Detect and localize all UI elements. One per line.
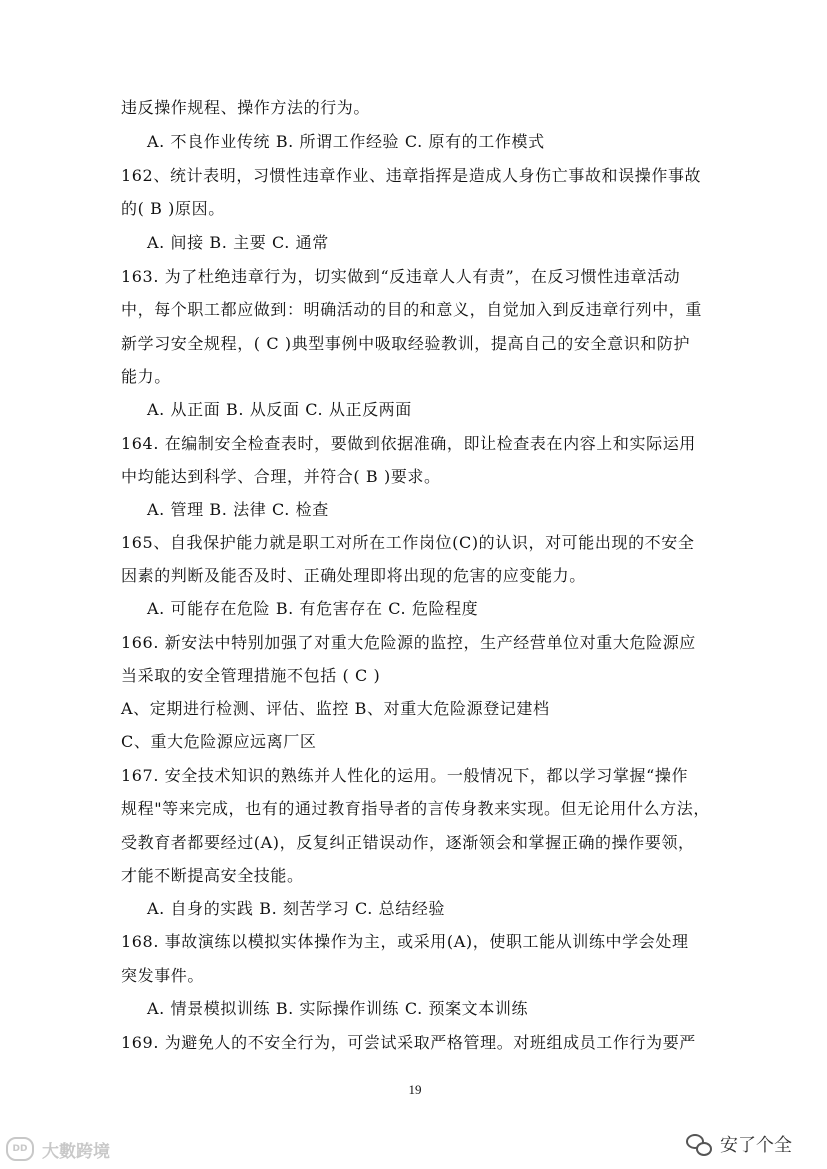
text-line: 的( B )原因。 [121,199,225,218]
watermark-right [686,1128,792,1160]
text-line: 违反操作规程、操作方法的行为。 [121,98,371,117]
text-line: 165、自我保护能力就是职工对所在工作岗位(C)的认识，对可能出现的不安全 [121,533,695,552]
text-line: A. 自身的实践 B. 刻苦学习 C. 总结经验 [147,899,446,918]
text-line: A、定期进行检测、评估、监控 B、对重大危险源登记建档 [121,699,550,718]
text-line: 中均能达到科学、合理，并符合( B )要求。 [121,467,441,486]
watermark-right-text: 安了个全 [720,1135,792,1156]
text-line: A. 管理 B. 法律 C. 检查 [147,500,329,519]
text-line: 突发事件。 [121,966,205,985]
text-line: C、重大危险源应远离厂区 [121,732,317,751]
wechat-icon [686,1133,712,1155]
text-line: 受教育者都要经过(A)，反复纠正错误动作，逐渐领会和掌握正确的操作要领， [121,833,695,852]
text-line: 中，每个职工都应做到：明确活动的目的和意义，自觉加入到反违章行列中，重 [121,300,703,319]
text-line: 才能不断提高安全技能。 [121,866,304,885]
page-number: 19 [408,1082,422,1097]
text-line: 167. 安全技术知识的熟练并人性化的运用。一般情况下，都以学习掌握“操作 [121,766,689,785]
text-line: A. 间接 B. 主要 C. 通常 [147,233,329,252]
text-line: A. 情景模拟训练 B. 实际操作训练 C. 预案文本训练 [147,999,529,1018]
text-line: 因素的判断及能否及时、正确处理即将出现的危害的应变能力。 [121,566,586,585]
text-line: A. 不良作业传统 B. 所谓工作经验 C. 原有的工作模式 [147,132,545,151]
text-line: 168. 事故演练以模拟实体操作为主，或采用(A)，使职工能从训练中学会处理 [121,932,689,951]
text-line: 162、统计表明，习惯性违章作业、违章指挥是造成人身伤亡事故和误操作事故 [121,166,702,185]
text-line: A. 从正面 B. 从反面 C. 从正反两面 [147,400,412,419]
text-line: 164. 在编制安全检查表时，要做到依据准确，即让检查表在内容上和实际运用 [121,434,696,453]
text-line: 规程"等来完成，也有的通过教育指导者的言传身教来实现。但无论用什么方法， [121,799,710,818]
text-line: A. 可能存在危险 B. 有危害存在 C. 危险程度 [147,599,479,618]
watermark-left [6,1136,110,1162]
text-line: 当采取的安全管理措施不包括 ( C ) [121,666,381,685]
watermark-logo-icon: DD [6,1137,34,1161]
watermark-left-text: 大數跨境 [42,1141,110,1162]
text-line: 能力。 [121,367,171,386]
text-line: 166. 新安法中特别加强了对重大危险源的监控，生产经营单位对重大危险源应 [121,633,696,652]
text-line: 163. 为了杜绝违章行为，切实做到“反违章人人有责”，在反习惯性违章活动 [121,267,681,286]
text-line: 169. 为避免人的不安全行为，可尝试采取严格管理。对班组成员工作行为要严 [121,1033,696,1052]
text-line: 新学习安全规程，( C )典型事例中吸取经验教训，提高自己的安全意识和防护 [121,334,691,353]
